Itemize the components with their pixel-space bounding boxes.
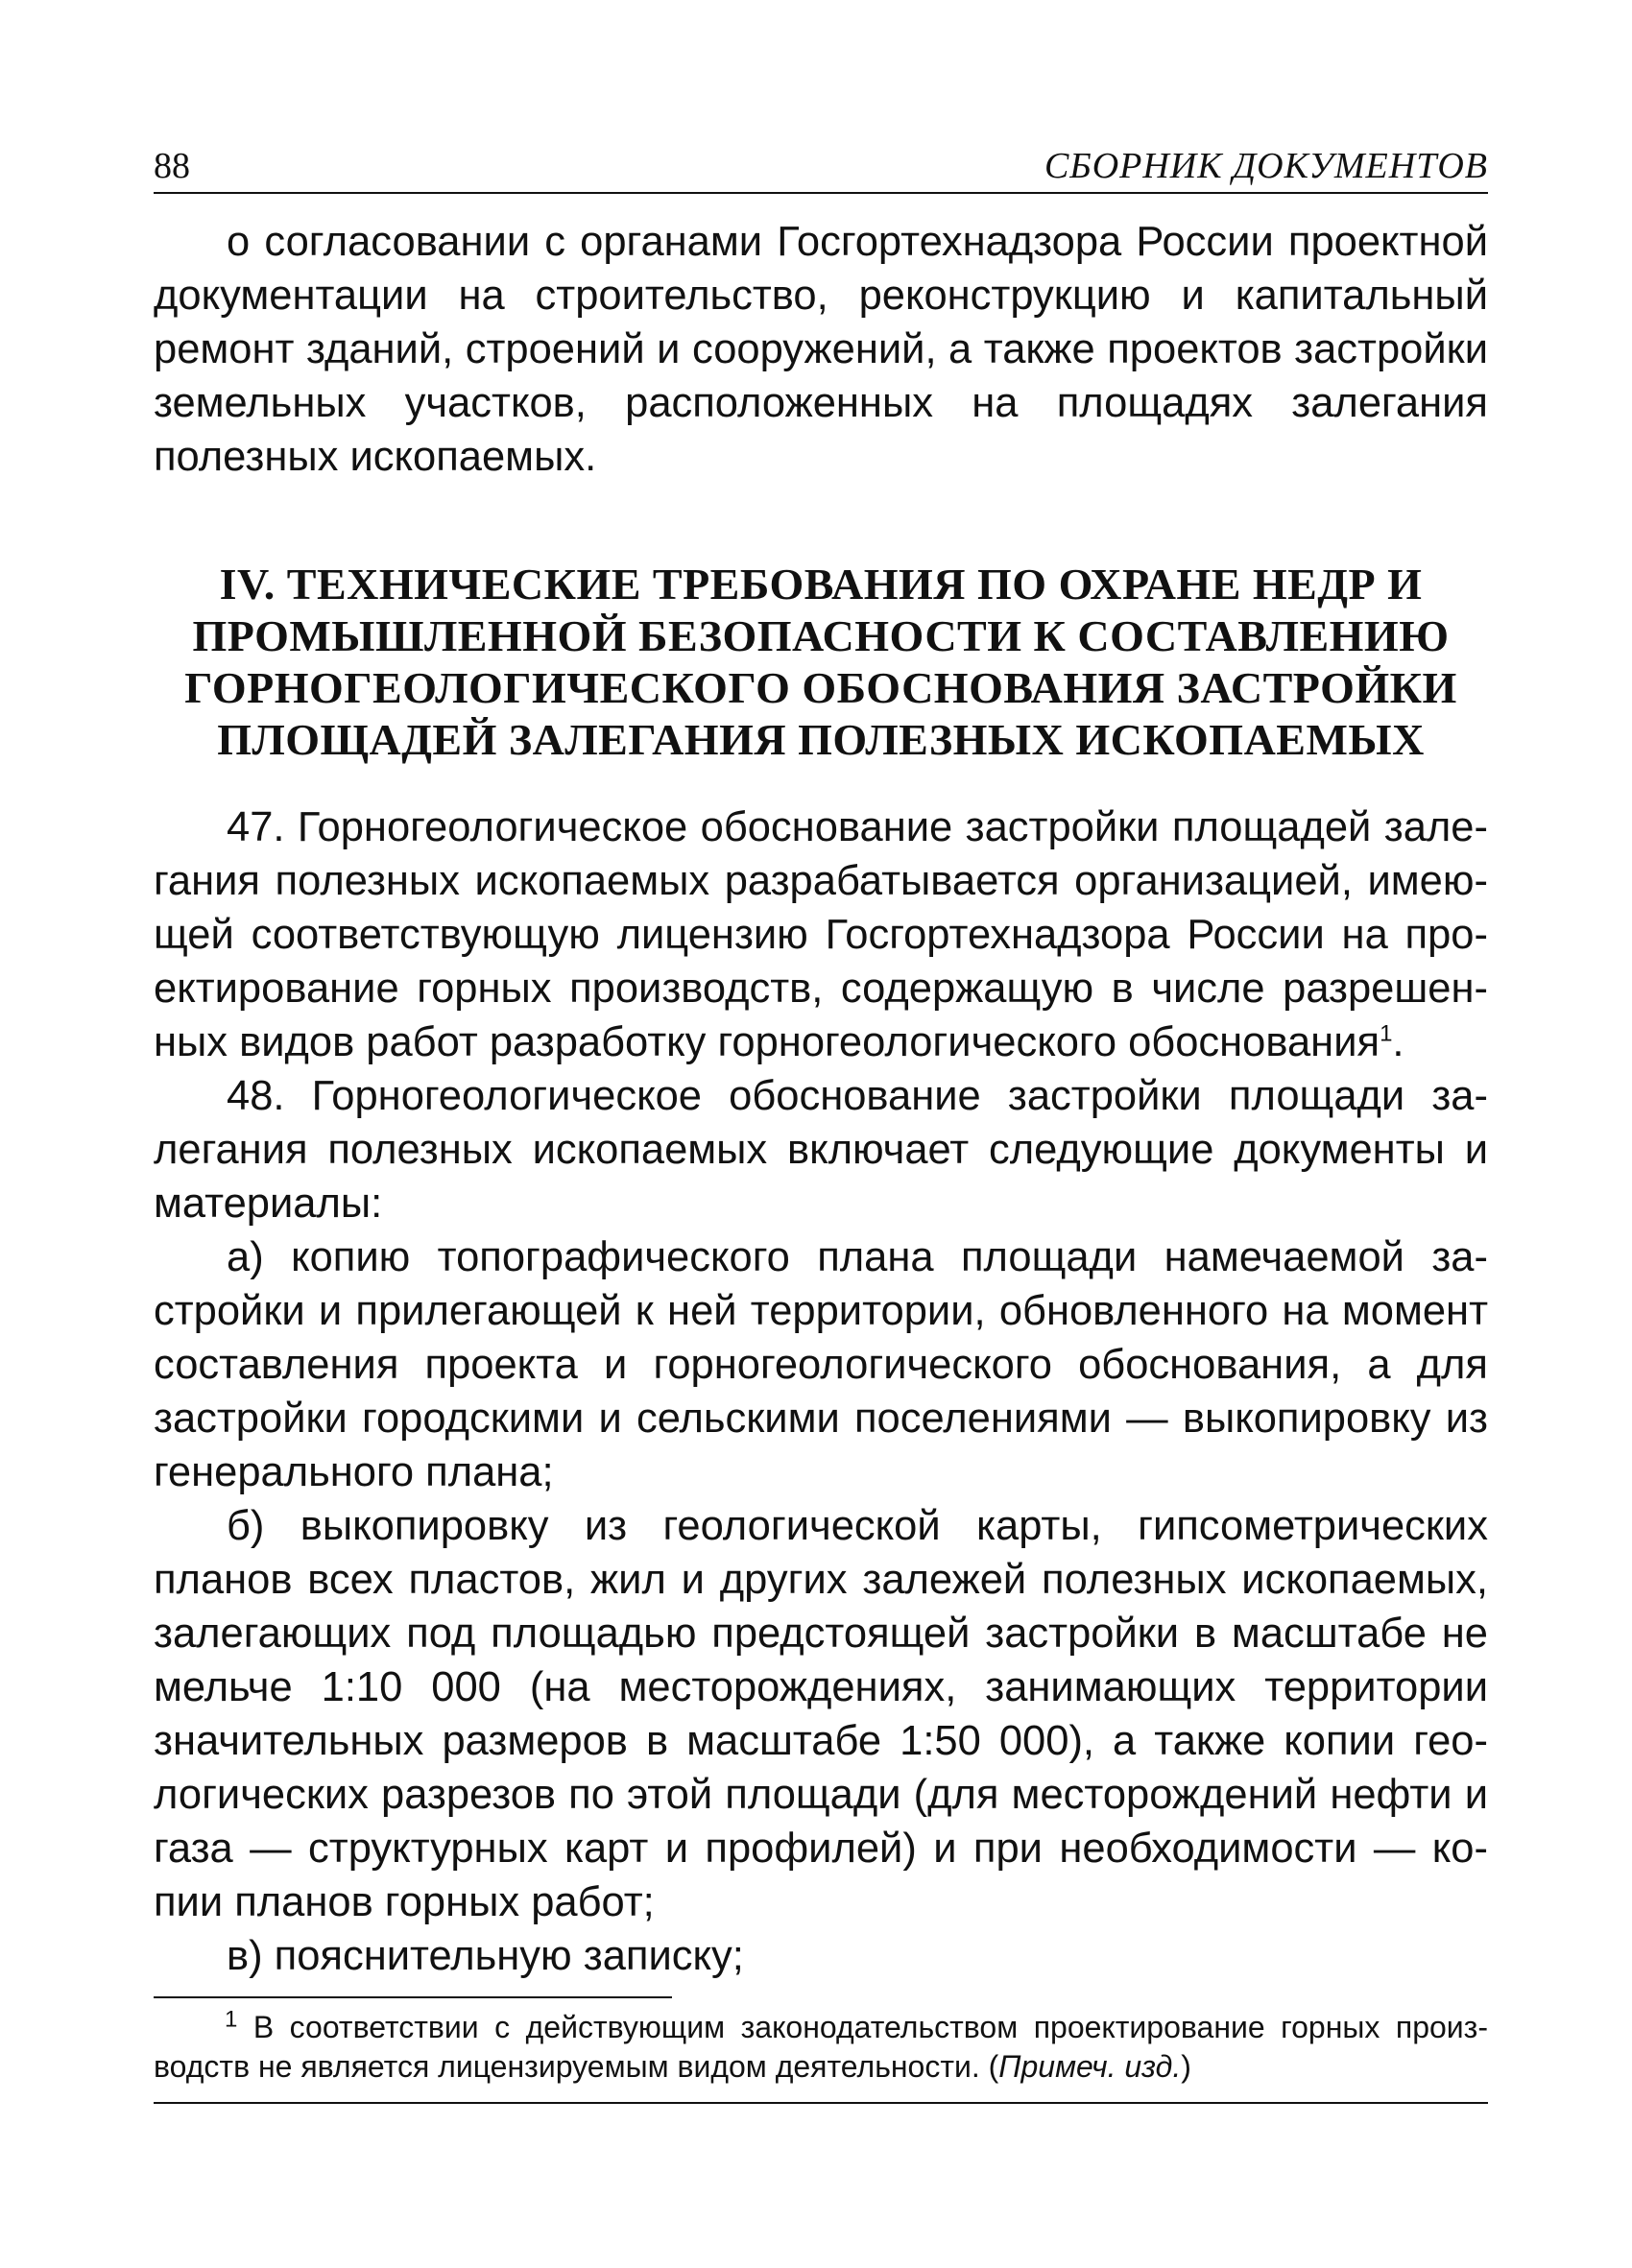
list-item-a: а) копию топографического плана площади намечаемой застройки и прилегающей к ней территории, обновленного на момент составления проекта и горногеологического обоснования, а для застройки городскими и сельскими поселениями — выкопировку из генерального плана; (154, 1234, 1488, 1495)
footnote (154, 2008, 1488, 2087)
footnote-separator (154, 1996, 672, 1998)
intro-paragraph: о согласовании с органами Госгортехнадзора России проектной документации на строительство, реконструкцию и капитальный ремонт зданий, строений и сооружений, а также проектов застройки земельных участков, расположенных на площадях залегания полезных ископаемых. (154, 219, 1488, 480)
paragraph-47-text: 47. Горногеологическое обоснование застройки площадей залегания полезных ископаемых разрабатывается организацией, имеющей соответствующую лицензию Госгортехнадзора России на проектирование горных производств, содержащую в числе разрешенных видов работ разработку горногеологического обоснования (154, 804, 1488, 1065)
list-item-b: б) выкопировку из геологической карты, гипсометрических планов всех пластов, жил и других залежей полезных ископаемых, залегающих под площадью предстоящей застройки в масштабе не мельче 1:10 000 (на месторождениях, занимающих территории значительных размеров в масштабе 1:50 000), а также копии геологических разрезов по этой площади (для месторождений нефти и газа — структурных карт и профилей) и при необходимости — копии планов горных работ; (154, 1503, 1488, 1925)
footnote-close: ) (1181, 2049, 1191, 2084)
editor-note: Примеч. изд. (998, 2049, 1182, 2084)
document-page (154, 144, 1488, 2104)
section-heading: IV. ТЕХНИЧЕСКИЕ ТРЕБОВАНИЯ ПО ОХРАНЕ НЕДР И ПРОМЫШЛЕННОЙ БЕЗОПАСНОСТИ К СОСТАВЛЕНИЮ ГОРНОГЕОЛОГИЧЕСКОГО ОБОСНОВАНИЯ ЗАСТРОЙКИ ПЛОЩАДЕЙ ЗАЛЕГАНИЯ ПОЛЕЗНЫХ ИСКОПАЕМЫХ (184, 560, 1457, 764)
paragraph-48: 48. Горногеологическое обоснование застройки площади залегания полезных ископаемых включает следующие документы и материалы: (154, 1073, 1488, 1227)
running-header (154, 144, 1488, 194)
list-item-c: в) пояснительную записку; (227, 1933, 744, 1979)
running-title: СБОРНИК ДОКУМЕНТОВ (1044, 146, 1488, 186)
paragraph-47 (154, 800, 1488, 1069)
footnote-text: В соответствии с действующим законодательством проектирование горных производств не является лицензируемым видом деятельности. ( (154, 2010, 1489, 2084)
footnote-reference: 1 (1380, 1020, 1393, 1047)
bottom-rule (154, 2102, 1488, 2104)
paragraph-47-end: . (1392, 1019, 1404, 1065)
page-number: 88 (154, 146, 190, 186)
body-text (154, 215, 1488, 1983)
footnote-mark: 1 (225, 2006, 238, 2033)
